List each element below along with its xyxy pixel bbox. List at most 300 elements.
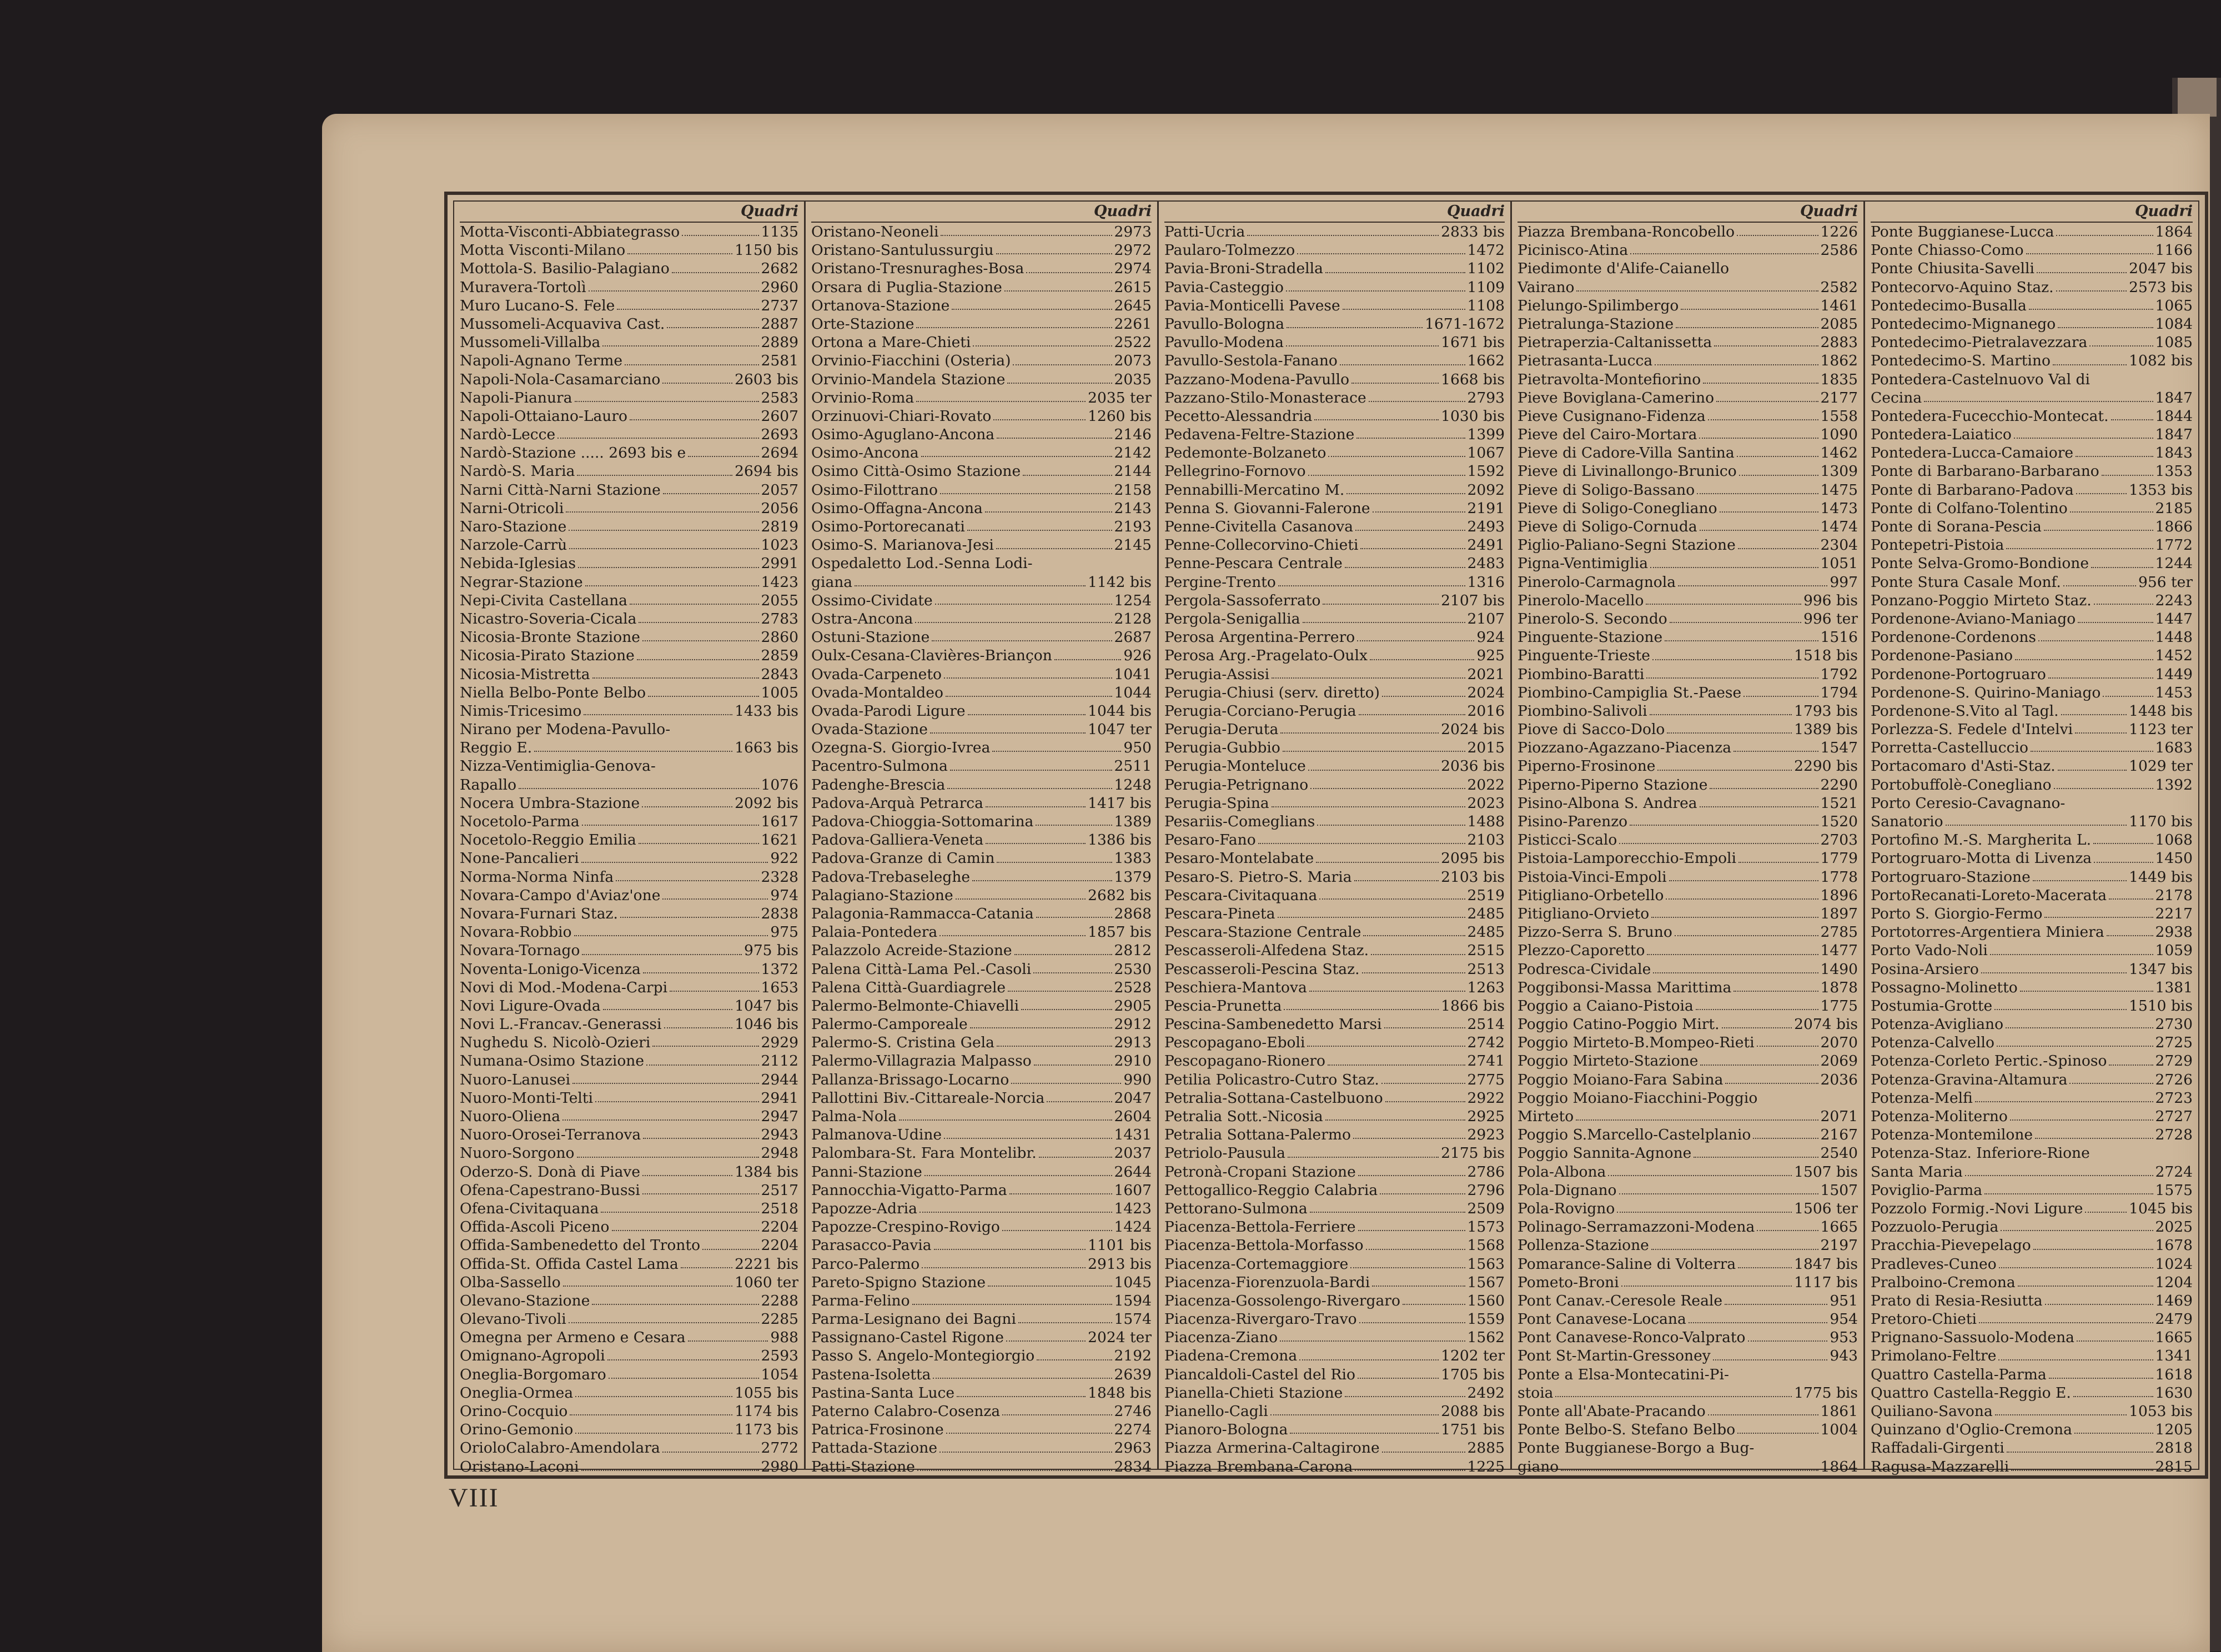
- leader-dots: [1994, 997, 2127, 1010]
- entry-route: Piacenza-Rivergaro-Travo: [1164, 1310, 1357, 1328]
- leader-dots: [1738, 536, 1818, 549]
- entry-table-number: 1173 bis: [735, 1421, 798, 1439]
- leader-dots: [1011, 1071, 1121, 1084]
- index-column-1: [454, 202, 804, 1475]
- entry-table-number: 1383: [1114, 850, 1152, 867]
- index-entry: [1164, 1384, 1505, 1402]
- page-number: VIII: [449, 1483, 499, 1513]
- index-entry: [811, 720, 1152, 739]
- entry-route: Ponte Chiusita-Savelli: [1871, 260, 2034, 278]
- entry-route: Quattro Castella-Parma: [1871, 1365, 2047, 1383]
- index-entry: [460, 259, 798, 278]
- entry-route: Ossimo-Cividate: [811, 591, 933, 609]
- entry-table-number: 1174 bis: [735, 1403, 798, 1420]
- entry-table-number: 1381: [2155, 978, 2193, 996]
- leader-dots: [2006, 536, 2153, 549]
- entry-table-number: 2142: [1114, 444, 1152, 462]
- entry-route: Petriolo-Pausula: [1164, 1144, 1285, 1162]
- index-entry: [1164, 573, 1505, 591]
- index-entry: [1871, 536, 2193, 554]
- index-entry: [1517, 297, 1858, 315]
- entry-route: Pordenone-S.Vito al Tagl.: [1871, 702, 2059, 720]
- index-entry: [1164, 776, 1505, 794]
- entry-route: Perugia-Chiusi (serv. diretto): [1164, 684, 1380, 701]
- index-entry: [460, 481, 798, 499]
- entry-route: Pitigliano-Orvieto: [1517, 905, 1650, 922]
- entry-route: Pennabilli-Mercatino M.: [1164, 481, 1345, 499]
- entry-route: Ponte di Barbarano-Padova: [1871, 481, 2074, 499]
- entry-route: Ragusa-Mazzarelli: [1871, 1458, 2009, 1475]
- index-entry: [1164, 1181, 1505, 1199]
- leader-dots: [933, 1365, 1112, 1379]
- entry-route: Pescara-Pineta: [1164, 905, 1275, 922]
- entry-route: Pallottini Biv.-Cittareale-Norcia: [811, 1089, 1045, 1107]
- entry-table-number: 1386 bis: [1088, 831, 1152, 849]
- index-entry: [811, 241, 1152, 259]
- entry-table-number: 975: [770, 923, 798, 941]
- entry-route: Pont Canav.-Ceresole Reale: [1517, 1292, 1723, 1309]
- entry-route: Pont Canavese-Locana: [1517, 1310, 1686, 1328]
- leader-dots: [1278, 573, 1465, 586]
- index-entry: [460, 978, 798, 997]
- leader-dots: [2020, 978, 2153, 992]
- leader-dots: [1722, 1015, 1792, 1028]
- entry-table-number: 1462: [1820, 444, 1858, 462]
- leader-dots: [1737, 444, 1818, 457]
- entry-table-number: 2095 bis: [1441, 850, 1505, 867]
- entry-table-number: 2024 ter: [1088, 1329, 1152, 1347]
- index-entry: [1871, 1218, 2193, 1236]
- index-entry: [460, 1420, 798, 1439]
- entry-route: Pont Canavese-Ronco-Valprato: [1517, 1329, 1746, 1347]
- entry-route: Pracchia-Pievepelago: [1871, 1237, 2031, 1254]
- entry-table-number: 1775 bis: [1794, 1384, 1858, 1402]
- index-entry: [1871, 905, 2193, 923]
- entry-table-number: 2730: [2155, 1016, 2193, 1033]
- index-entry: [460, 1163, 798, 1181]
- entry-table-number: 1449 bis: [2129, 868, 2193, 886]
- entry-table-number: 2929: [761, 1034, 798, 1052]
- index-entry: [1164, 1052, 1505, 1070]
- entry-table-number: 2644: [1114, 1163, 1152, 1181]
- entry-table-number: 2786: [1467, 1163, 1505, 1181]
- leader-dots: [1646, 665, 1818, 679]
- leader-dots: [1369, 389, 1465, 402]
- index-entry: [811, 1458, 1152, 1476]
- leader-dots: [1284, 997, 1439, 1010]
- index-entry: [1164, 1071, 1505, 1089]
- entry-route: Parco-Palermo: [811, 1255, 920, 1273]
- leader-dots: [609, 1365, 759, 1379]
- index-entry: [811, 1439, 1152, 1457]
- leader-dots: [646, 1052, 758, 1065]
- entry-table-number: 2603 bis: [735, 370, 798, 388]
- entry-route: Pergola-Senigallia: [1164, 610, 1300, 627]
- entry-table-number: 2912: [1114, 1016, 1152, 1033]
- entry-table-number: 951: [1830, 1292, 1858, 1309]
- entry-route: Pastena-Isoletta: [811, 1365, 931, 1383]
- leader-dots: [1700, 794, 1818, 807]
- entry-table-number: 2193: [1114, 518, 1152, 535]
- entry-route: Nuoro-Monti-Telti: [460, 1089, 593, 1107]
- leader-dots: [2103, 684, 2153, 697]
- index-entry: [460, 407, 798, 425]
- entry-route: Polinago-Serramazzoni-Modena: [1517, 1218, 1755, 1236]
- entry-table-number: 2812: [1114, 942, 1152, 960]
- index-entry: [1871, 444, 2193, 462]
- index-entry: [811, 1033, 1152, 1052]
- index-entry: [1871, 1181, 2193, 1199]
- entry-route: Pesaro-S. Pietro-S. Maria: [1164, 868, 1352, 886]
- leader-dots: [2061, 702, 2127, 715]
- entry-table-number: 1166: [2155, 242, 2193, 259]
- entry-table-number: 2947: [761, 1108, 798, 1125]
- entry-route: Perugia-Spina: [1164, 794, 1269, 812]
- index-entry: [811, 812, 1152, 831]
- entry-route: Perosa Arg.-Pragelato-Oulx: [1164, 647, 1368, 665]
- leader-dots: [997, 425, 1112, 439]
- index-entry: [1871, 259, 2193, 278]
- leader-dots: [672, 259, 759, 273]
- entry-route: Plezzo-Caporetto: [1517, 942, 1645, 960]
- index-entry: [1871, 1089, 2193, 1107]
- index-columns: [453, 200, 2199, 1475]
- entry-route: Podresca-Cividale: [1517, 960, 1651, 978]
- entry-route: Omignano-Agropoli: [460, 1347, 605, 1365]
- entry-route: Pianella-Chieti Stazione: [1164, 1384, 1343, 1402]
- entry-route: Pontedera-Lucca-Camaiore: [1871, 444, 2074, 462]
- index-entry: [1164, 315, 1505, 333]
- leader-dots: [642, 1181, 759, 1194]
- entry-table-number: 1592: [1467, 463, 1505, 480]
- entry-table-number: 2746: [1114, 1403, 1152, 1420]
- leader-dots: [616, 868, 758, 881]
- index-entry: [811, 389, 1152, 407]
- leader-dots: [2078, 610, 2153, 623]
- leader-dots: [2007, 1439, 2153, 1452]
- leader-dots: [592, 1292, 758, 1305]
- index-entry: [1517, 812, 1858, 831]
- entry-route: Quiliano-Savona: [1871, 1403, 1993, 1420]
- entry-route: Poggio Mirteto-B.Mompeo-Rieti: [1517, 1034, 1755, 1052]
- entry-route: Pontedera-Laiatico: [1871, 426, 2012, 444]
- entry-route: Offida-Ascoli Piceno: [460, 1218, 610, 1236]
- index-entry: [460, 739, 798, 757]
- index-entry: [1871, 739, 2193, 757]
- entry-route: Portacomaro d'Asti-Staz.: [1871, 757, 2056, 775]
- index-entry: [1517, 389, 1858, 407]
- entry-route: Oristano-Santulussurgiu: [811, 242, 994, 259]
- entry-route: Olba-Sassello: [460, 1273, 561, 1291]
- index-entry: [460, 905, 798, 923]
- index-entry: [811, 333, 1152, 352]
- entry-table-number: 2726: [2155, 1071, 2193, 1088]
- entry-route: Pescina-Sambenedetto Marsi: [1164, 1016, 1382, 1033]
- entry-table-number: 2103 bis: [1441, 868, 1505, 886]
- leader-dots: [1026, 259, 1112, 273]
- entry-route: Piazza Brembana-Carona: [1164, 1458, 1353, 1475]
- entry-route: Quattro Castella-Reggio E.: [1871, 1384, 2071, 1402]
- index-entry: [1164, 518, 1505, 536]
- entry-route: Novara-Tornago: [460, 942, 580, 960]
- entry-route: Pontedera-Fucecchio-Montecat.: [1871, 407, 2109, 425]
- index-entry: [460, 1033, 798, 1052]
- leader-dots: [1998, 1347, 2153, 1360]
- index-entry: [1517, 333, 1858, 352]
- leader-dots: [2010, 1107, 2153, 1121]
- index-entry: [811, 1273, 1152, 1292]
- leader-dots: [997, 849, 1112, 862]
- entry-table-number: 1507: [1820, 1181, 1858, 1199]
- entry-table-number: 2204: [761, 1218, 798, 1236]
- entry-route: Narni Città-Narni Stazione: [460, 481, 661, 499]
- index-entry: [1871, 1310, 2193, 1328]
- index-entry: [460, 297, 798, 315]
- entry-table-number: 2191: [1467, 499, 1505, 517]
- leader-dots: [941, 223, 1112, 236]
- entry-table-number: 2887: [761, 315, 798, 333]
- entry-table-number: 1506 ter: [1794, 1199, 1858, 1217]
- leader-dots: [1047, 1089, 1112, 1102]
- index-entry: [1871, 757, 2193, 775]
- index-entry: [1517, 241, 1858, 259]
- index-entry: [460, 370, 798, 389]
- leader-dots: [1351, 370, 1439, 384]
- entry-route: Pietrasanta-Lucca: [1517, 352, 1653, 370]
- entry-table-number: 1392: [2155, 776, 2193, 794]
- index-entry: [460, 425, 798, 444]
- leader-dots: [1753, 1126, 1818, 1139]
- index-entry: [1164, 1402, 1505, 1420]
- leader-dots: [595, 1089, 759, 1102]
- entry-route: Novi Ligure-Ovada: [460, 997, 601, 1015]
- leader-dots: [2044, 905, 2153, 918]
- leader-dots: [1258, 831, 1465, 844]
- entry-table-number: 1248: [1114, 776, 1152, 794]
- index-entry: [811, 997, 1152, 1015]
- leader-dots: [2111, 407, 2153, 420]
- leader-dots: [1678, 573, 1827, 586]
- entry-table-number: 2910: [1114, 1052, 1152, 1070]
- entry-table-number: 2834: [1114, 1458, 1152, 1475]
- entry-table-number: 1068: [2155, 831, 2193, 849]
- entry-route: Oneglia-Ormea: [460, 1384, 574, 1402]
- entry-table-number: 2023: [1467, 794, 1505, 812]
- leader-dots: [1676, 315, 1818, 328]
- leader-dots: [1650, 702, 1792, 715]
- leader-dots: [1355, 1458, 1465, 1471]
- index-entry: [1871, 1015, 2193, 1033]
- leader-dots: [1314, 407, 1439, 420]
- entry-route: Muro Lucano-S. Fele: [460, 297, 615, 314]
- entry-table-number: 1085: [2155, 334, 2193, 352]
- entry-table-number: 2217: [2155, 905, 2193, 922]
- entry-table-number: 2694 bis: [735, 463, 798, 480]
- entry-table-number: 2204: [761, 1237, 798, 1254]
- entry-route: Ponte all'Abate-Pracando: [1517, 1403, 1706, 1420]
- entry-table-number: 1668 bis: [1441, 370, 1505, 388]
- entry-table-number: 2528: [1114, 978, 1152, 996]
- entry-route: Orsara di Puglia-Stazione: [811, 278, 1002, 296]
- index-entry: [1517, 1273, 1858, 1292]
- entry-table-number: 1594: [1114, 1292, 1152, 1309]
- entry-table-number: 2491: [1467, 536, 1505, 554]
- index-entry: [811, 665, 1152, 684]
- index-entry: [1517, 849, 1858, 867]
- entry-route: Nicastro-Soveria-Cicala: [460, 610, 637, 627]
- index-entry: [460, 776, 798, 794]
- entry-route: Novara-Campo d'Aviaz'one: [460, 886, 661, 904]
- entry-route: Pieve di Livinallongo-Brunico: [1517, 463, 1737, 480]
- entry-route: Pietralunga-Stazione: [1517, 315, 1674, 333]
- entry-route: Ponte Chiasso-Como: [1871, 242, 2024, 259]
- index-entry: [1164, 444, 1505, 462]
- entry-route: Penne-Civitella Casanova: [1164, 518, 1354, 535]
- entry-route: Ovada-Montaldeo: [811, 684, 943, 701]
- entry-table-number: 1663 bis: [735, 739, 798, 757]
- leader-dots: [1299, 1347, 1439, 1360]
- entry-table-number: 1423: [761, 573, 798, 591]
- index-entry: [1164, 407, 1505, 425]
- index-entry: [1517, 573, 1858, 591]
- index-entry: [460, 757, 798, 775]
- entry-table-number: 2167: [1820, 1126, 1858, 1144]
- entry-route: Peschiera-Mantova: [1164, 978, 1307, 996]
- entry-table-number: 1507 bis: [1794, 1163, 1858, 1181]
- index-entry: [1871, 554, 2193, 573]
- entry-table-number: 2107: [1467, 610, 1505, 627]
- entry-table-number: 2838: [761, 905, 798, 922]
- entry-table-number: 2687: [1114, 629, 1152, 646]
- index-entry: [460, 886, 798, 905]
- entry-route: Santa Maria: [1871, 1163, 1963, 1181]
- entry-route: Ponte a Elsa-Montecatini-Pi-: [1517, 1365, 1729, 1383]
- leader-dots: [1710, 776, 1818, 789]
- leader-dots: [2045, 1292, 2153, 1305]
- entry-route: Nizza-Ventimiglia-Genova-: [460, 757, 656, 775]
- leader-dots: [664, 1015, 733, 1028]
- entry-route: Pigna-Ventimiglia: [1517, 555, 1649, 573]
- entry-route: Narni-Otricoli: [460, 499, 564, 517]
- entry-route: Oderzo-S. Donà di Piave: [460, 1163, 641, 1181]
- entry-table-number: 988: [770, 1329, 798, 1347]
- entry-route: Offida-Sambenedetto del Tronto: [460, 1237, 701, 1254]
- leader-dots: [1325, 1107, 1465, 1121]
- entry-route: Oristano-Tresnuraghes-Bosa: [811, 260, 1024, 278]
- index-entry: [811, 1384, 1152, 1402]
- leader-dots: [946, 684, 1112, 697]
- leader-dots: [1621, 1273, 1792, 1287]
- entry-route: Pellegrino-Fornovo: [1164, 463, 1306, 480]
- index-entry: [1871, 591, 2193, 610]
- entry-table-number: 1683: [2155, 739, 2193, 757]
- leader-dots: [1617, 1199, 1792, 1213]
- leader-dots: [1325, 259, 1465, 273]
- entry-table-number: 1671-1672: [1425, 315, 1505, 333]
- leader-dots: [2077, 1328, 2153, 1342]
- entry-table-number: 1453: [2155, 684, 2193, 701]
- leader-dots: [1036, 905, 1112, 918]
- entry-route: Orino-Cocquio: [460, 1403, 568, 1420]
- leader-dots: [1328, 1052, 1465, 1065]
- entry-table-number: 1053 bis: [2129, 1403, 2193, 1420]
- index-entry: [1871, 407, 2193, 425]
- index-entry: [460, 536, 798, 554]
- leader-dots: [1039, 1144, 1112, 1157]
- entry-route: Nuoro-Orosei-Terranova: [460, 1126, 641, 1144]
- leader-dots: [570, 1402, 732, 1415]
- index-entry: [1164, 1255, 1505, 1273]
- leader-dots: [569, 536, 758, 549]
- entry-table-number: 2991: [761, 555, 798, 573]
- index-entry: [1871, 1033, 2193, 1052]
- entry-route: Orte-Stazione: [811, 315, 914, 333]
- leader-dots: [947, 776, 1112, 789]
- entry-route: Portogruaro-Stazione: [1871, 868, 2031, 886]
- entry-table-number: 1461: [1820, 297, 1858, 314]
- entry-table-number: 2980: [761, 1458, 798, 1475]
- leader-dots: [2018, 1273, 2153, 1287]
- index-entry: [460, 1310, 798, 1328]
- leader-dots: [1371, 941, 1465, 955]
- entry-route: Nardò-S. Maria: [460, 463, 575, 480]
- leader-dots: [973, 333, 1112, 347]
- leader-dots: [1647, 941, 1818, 955]
- leader-dots: [1689, 1310, 1828, 1323]
- entry-route: Osimo-Ancona: [811, 444, 919, 462]
- index-entry: [1871, 1439, 2193, 1457]
- entry-route: Poggio Moiano-Fara Sabina: [1517, 1071, 1723, 1088]
- entry-route: Pomarance-Saline di Volterra: [1517, 1255, 1736, 1273]
- leader-dots: [1700, 518, 1818, 531]
- entry-route: Olevano-Stazione: [460, 1292, 590, 1309]
- index-entry: [811, 425, 1152, 444]
- leader-dots: [1714, 333, 1818, 347]
- leader-dots: [2011, 1458, 2153, 1471]
- leader-dots: [682, 223, 758, 236]
- index-entry: [460, 1255, 798, 1273]
- entry-table-number: 2729: [2155, 1052, 2193, 1070]
- index-entry: [1871, 702, 2193, 720]
- index-entry: [1164, 278, 1505, 297]
- entry-route: Nuoro-Oliena: [460, 1108, 561, 1125]
- entry-route: Porto Vado-Noli: [1871, 942, 1988, 960]
- entry-route: Portofino M.-S. Margherita L.: [1871, 831, 2092, 849]
- entry-table-number: 1102: [1467, 260, 1505, 278]
- entry-table-number: 1447: [2155, 610, 2193, 627]
- entry-table-number: 2742: [1467, 1034, 1505, 1052]
- entry-table-number: 1510 bis: [2129, 997, 2193, 1015]
- leader-dots: [603, 997, 732, 1010]
- entry-route: Patrica-Frosinone: [811, 1421, 944, 1439]
- entry-route: Ostra-Ancona: [811, 610, 913, 627]
- entry-route: Pontedecimo-Busalla: [1871, 297, 2027, 314]
- index-entry: [1871, 960, 2193, 978]
- entry-table-number: 1347 bis: [2129, 960, 2193, 978]
- entry-table-number: 1029 ter: [2129, 757, 2193, 775]
- index-entry: [1164, 536, 1505, 554]
- entry-route: Pecetto-Alessandria: [1164, 407, 1313, 425]
- leader-dots: [1283, 739, 1465, 752]
- leader-dots: [1021, 997, 1112, 1010]
- entry-route: Cecina: [1871, 389, 1922, 406]
- leader-dots: [944, 1126, 1112, 1139]
- index-entry: [811, 628, 1152, 646]
- column-header: Quadri: [1517, 202, 1858, 223]
- entry-table-number: 2015: [1467, 739, 1505, 757]
- index-entry: [1517, 1033, 1858, 1052]
- entry-table-number: 2021: [1467, 665, 1505, 683]
